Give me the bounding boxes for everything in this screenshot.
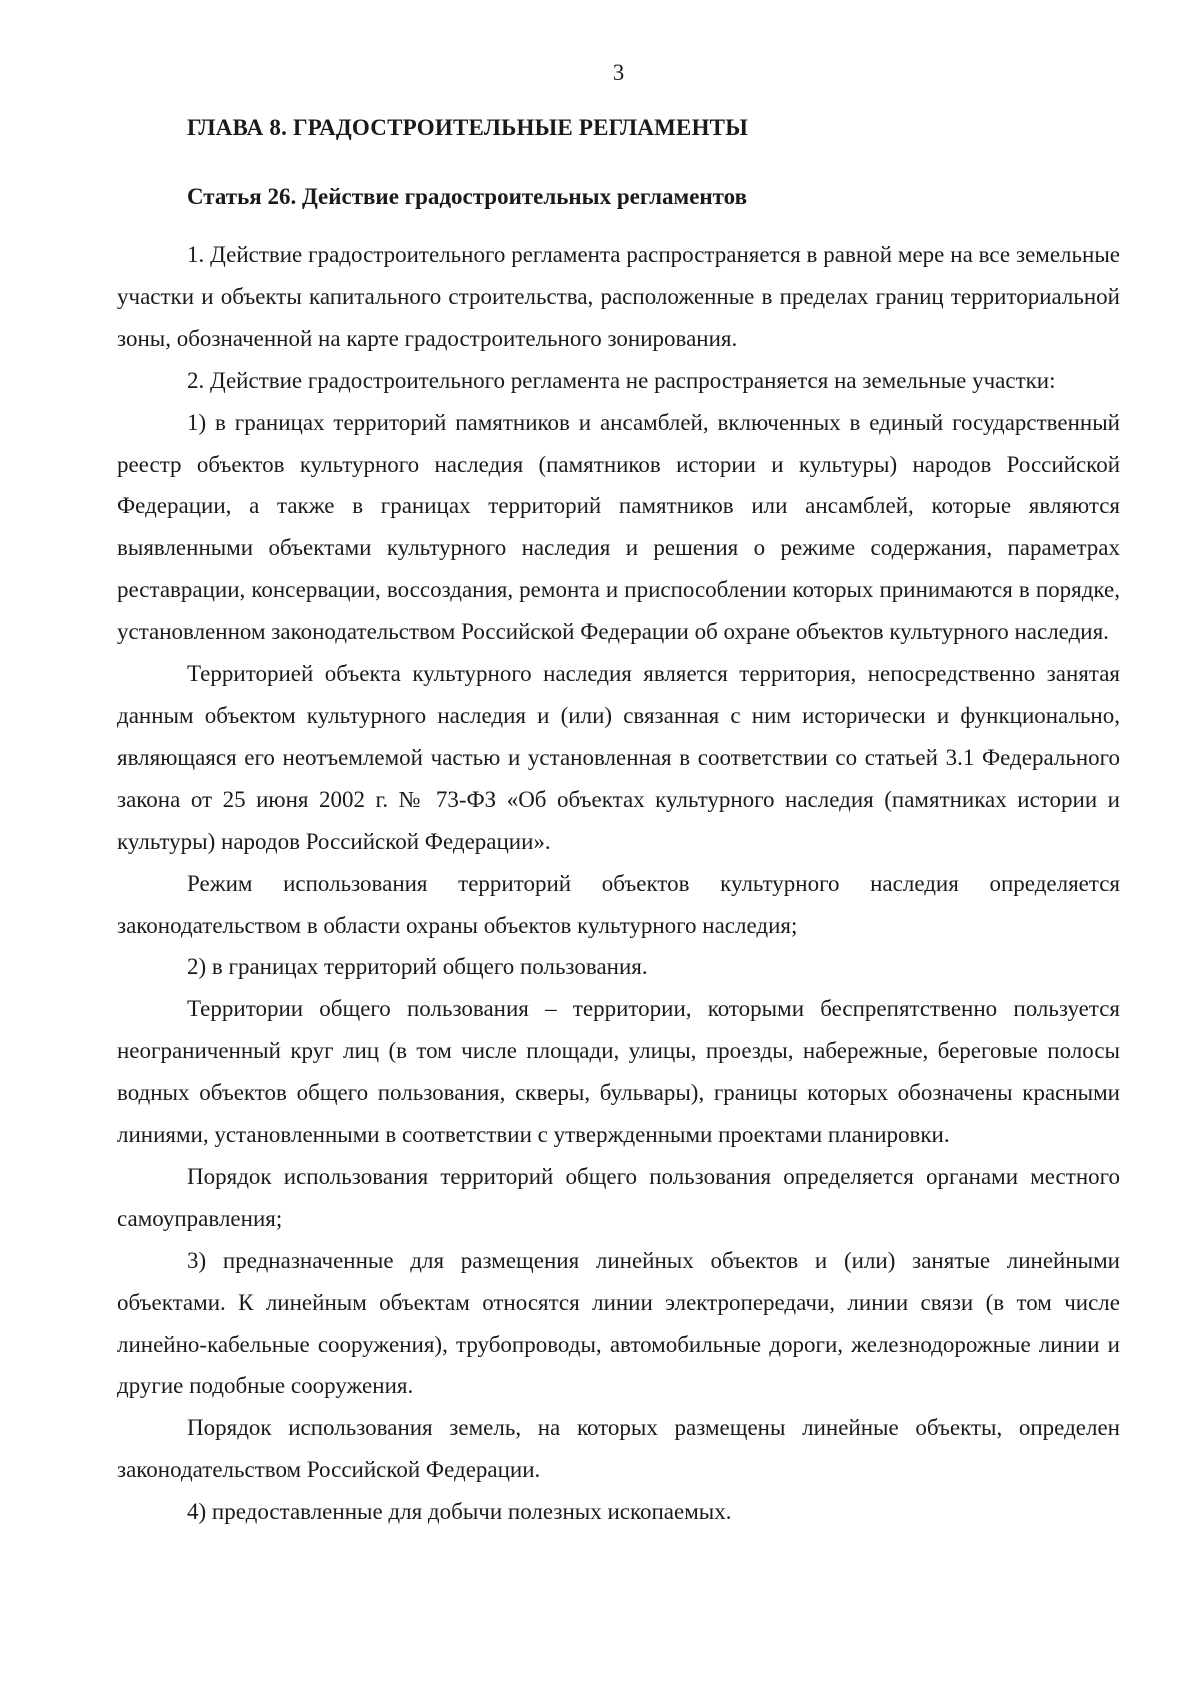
paragraph-10: Порядок использования земель, на которых размещены линейные объекты, определен законодательством Российской Федерации. — [117, 1415, 1120, 1483]
paragraph-8: Порядок использования территорий общего пользования определяется органами местного самоуправления; — [117, 1163, 1120, 1231]
page-number: 3 — [612, 60, 625, 85]
paragraph-3: 1) в границах территорий памятников и ансамблей, включенных в единый государственный реестр объектов культурного наследия (памятников истории и культуры) народов Российской Федерации, а также в границах территорий памятников или ансамблей, которые являются выявленными объектами культурного наследия и решения о режиме содержания, параметрах реставрации, консервации, воссоздания, ремонта и приспособлении которых принимаются в порядке, установленном законодательством Российской Федерации об охране объектов культурного наследия. — [117, 409, 1120, 645]
paragraph-2: 2. Действие градостроительного регламента не распространяется на земельные участки: — [187, 367, 1056, 393]
paragraph-1: 1. Действие градостроительного регламента распространяется в равной мере на все земельные участки и объекты капитального строительства, расположенные в пределах границ территориальной зоны, обозначенной на карте градостроительного зонирования. — [117, 242, 1120, 351]
paragraph-6: 2) в границах территорий общего пользования. — [187, 954, 648, 980]
paragraph-4: Территорией объекта культурного наследия является территория, непосредственно занятая данным объектом культурного наследия и (или) связанная с ним исторически и функционально, являющаяся его неотъемлемой частью и установленная в соответствии со статьей 3.1 Федерального закона от 25 июня 2002 г. № 73-ФЗ «Об объектах культурного наследия (памятниках истории и культуры) народов Российской Федерации». — [117, 661, 1120, 854]
paragraph-9: 3) предназначенные для размещения линейных объектов и (или) занятые линейными объектами. К линейным объектам относятся линии электропередачи, линии связи (в том числе линейно-кабельные сооружения), трубопроводы, автомобильные дороги, железнодорожные линии и другие подобные сооружения. — [117, 1247, 1120, 1399]
chapter-title: ГЛАВА 8. ГРАДОСТРОИТЕЛЬНЫЕ РЕГЛАМЕНТЫ — [187, 115, 749, 140]
document-body — [117, 234, 1120, 1533]
paragraph-7: Территории общего пользования – территории, которыми беспрепятственно пользуется неограниченный круг лиц (в том числе площади, улицы, проезды, набережные, береговые полосы водных объектов общего пользования, скверы, бульвары), границы которых обозначены красными линиями, установленными в соответствии с утвержденными проектами планировки. — [117, 996, 1120, 1148]
article-title: Статья 26. Действие градостроительных регламентов — [187, 184, 748, 209]
paragraph-11: 4) предоставленные для добычи полезных ископаемых. — [187, 1499, 732, 1525]
paragraph-5: Режим использования территорий объектов культурного наследия определяется законодательством в области охраны объектов культурного наследия; — [117, 870, 1120, 938]
